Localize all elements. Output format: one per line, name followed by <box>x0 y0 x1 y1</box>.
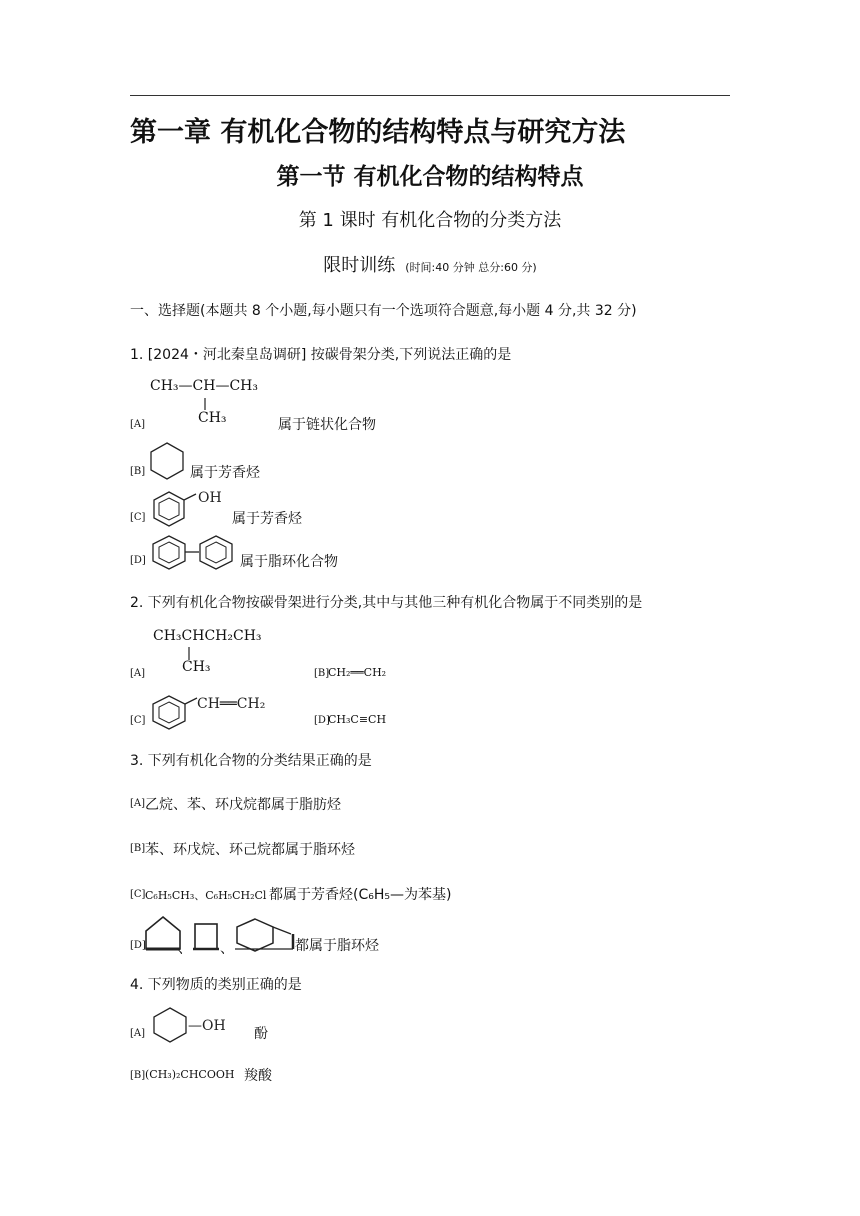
q4a-oh-group: —OH <box>188 1018 226 1034</box>
q3c-label: [C] <box>130 889 146 900</box>
q1a-struct-bottom: CH₃ <box>198 410 227 426</box>
q1b-cyclohexane <box>150 441 186 479</box>
q4a-text: 酚 <box>254 1026 268 1042</box>
q1c-label: [C] <box>130 512 146 523</box>
q1c-oh-group: OH <box>198 490 222 506</box>
q1b-text: 属于芳香烃 <box>190 465 260 481</box>
q3a-label: [A] <box>130 798 146 809</box>
q3d-ring-structures <box>143 916 295 952</box>
q1c-phenol <box>152 488 232 528</box>
q2d-label: [D] <box>314 715 330 726</box>
question-3-stem: 3. 下列有机化合物的分类结果正确的是 <box>130 753 372 769</box>
q1b-label: [B] <box>130 466 146 477</box>
q3d-sep2: 、 <box>220 941 234 957</box>
section-instructions: 一、选择题(本题共 8 个小题,每小题只有一个选项符合题意,每小题 4 分,共 32 分) <box>130 303 637 319</box>
q1d-biphenyl <box>151 534 237 570</box>
lesson-title: 第 1 课时 有机化合物的分类方法 <box>298 210 562 231</box>
q1a-bond-line <box>204 398 206 410</box>
q1a-label: [A] <box>130 419 146 430</box>
q4a-label: [A] <box>130 1028 146 1039</box>
q3c-formula: C₆H₅CH₃、C₆H₅CH₂Cl <box>145 889 267 902</box>
q2c-vinyl-group: CH══CH₂ <box>197 696 266 712</box>
q2c-label: [C] <box>130 715 146 726</box>
q3d-label: [D] <box>130 940 146 951</box>
question-1-stem: 1. [2024・河北秦皇岛调研] 按碳骨架分类,下列说法正确的是 <box>130 347 512 363</box>
q2a-label: [A] <box>130 668 146 679</box>
chapter-title: 第一章 有机化合物的结构特点与研究方法 <box>130 117 626 148</box>
q2a-struct-bottom: CH₃ <box>182 659 211 675</box>
top-rule <box>130 95 730 96</box>
training-title: 限时训练 <box>323 255 396 276</box>
q2d-formula: CH₃C≡CH <box>328 713 387 726</box>
q4b-formula: (CH₃)₂CHCOOH <box>145 1068 235 1081</box>
q4b-label: [B] <box>130 1070 146 1081</box>
q2a-struct-top: CH₃CHCH₂CH₃ <box>153 628 262 644</box>
q3b-text: 苯、环戊烷、环己烷都属于脂环烃 <box>145 842 355 858</box>
q1d-text: 属于脂环化合物 <box>240 554 338 570</box>
q3d-sep1: 、 <box>178 941 192 957</box>
q1c-text: 属于芳香烃 <box>232 511 302 527</box>
q4b-text: 羧酸 <box>244 1068 272 1084</box>
q3d-text: 都属于脂环烃 <box>295 938 379 954</box>
training-heading <box>0 251 860 277</box>
q4a-cyclohexanol <box>152 1007 242 1043</box>
q1d-label: [D] <box>130 555 146 566</box>
q1a-struct-top: CH₃—CH—CH₃ <box>150 378 258 394</box>
q3c-text: 都属于芳香烃(C₆H₅—为苯基) <box>269 887 452 903</box>
q3b-label: [B] <box>130 843 146 854</box>
q2c-styrene <box>151 692 271 730</box>
q1a-text: 属于链状化合物 <box>278 417 376 433</box>
q2b-label: [B] <box>314 668 330 679</box>
q2b-formula: CH₂══CH₂ <box>328 666 387 679</box>
section-title: 第一节 有机化合物的结构特点 <box>276 164 584 190</box>
q3a-text: 乙烷、苯、环戊烷都属于脂肪烃 <box>145 797 341 813</box>
question-2-stem: 2. 下列有机化合物按碳骨架进行分类,其中与其他三种有机化合物属于不同类别的是 <box>130 595 643 611</box>
time-info: (时间:40 分钟 总分:60 分) <box>405 261 537 274</box>
question-4-stem: 4. 下列物质的类别正确的是 <box>130 977 302 993</box>
